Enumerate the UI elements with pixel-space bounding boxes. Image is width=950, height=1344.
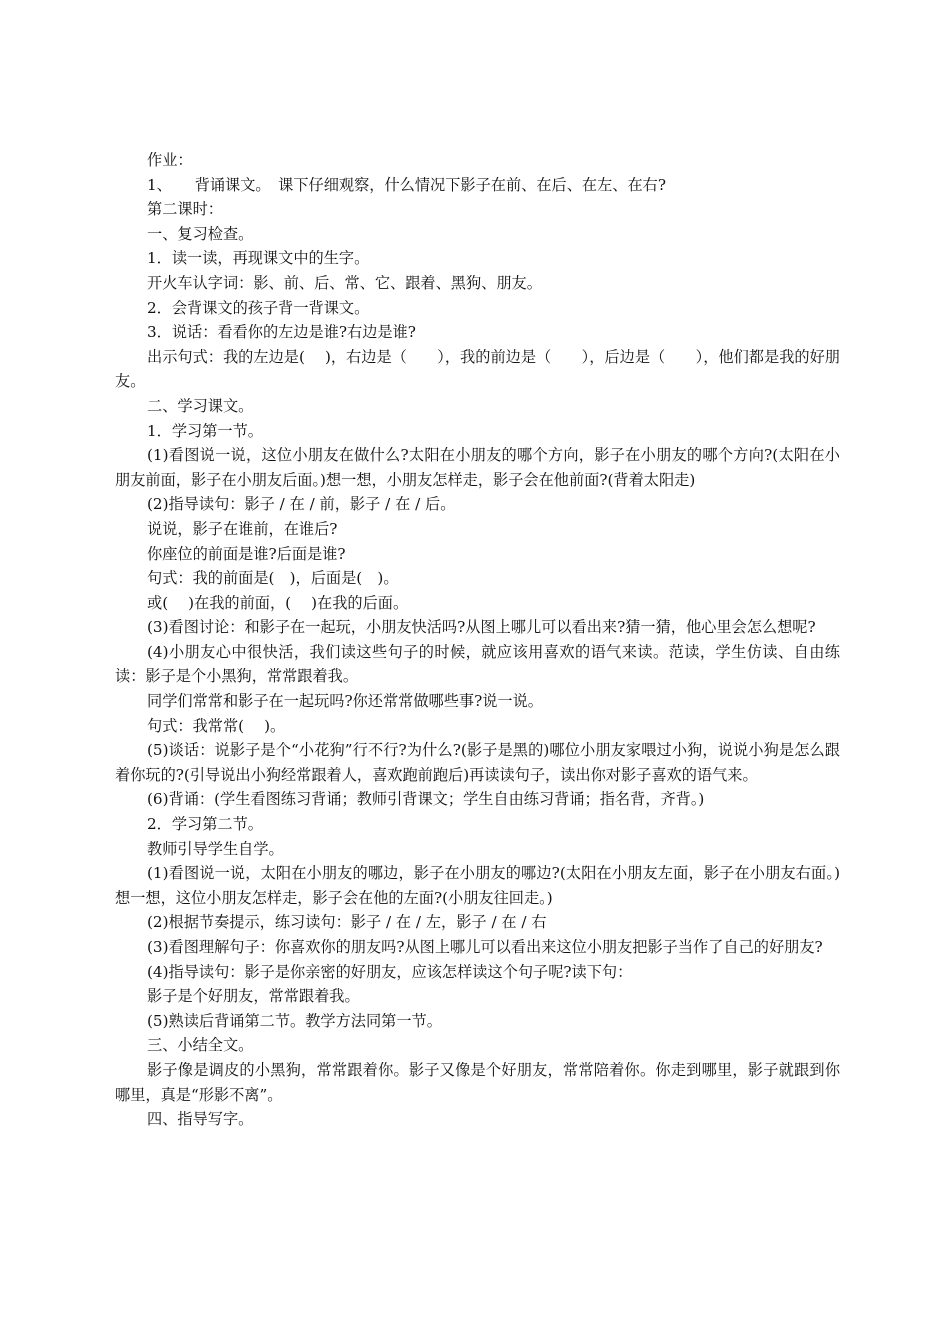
paragraph: 3．说话：看看你的左边是谁?右边是谁? <box>147 323 416 342</box>
paragraph: (2)根据节奏提示，练习读句：影子 / 在 / 左，影子 / 在 / 右 <box>147 913 547 932</box>
paragraph: 影子是个好朋友，常常跟着我。 <box>147 987 360 1006</box>
paragraph: (1)看图说一说，这位小朋友在做什么?太阳在小朋友的哪个方向，影子在小朋友的哪个方向?(太阳在小朋友前面，影子在小朋友后面。)想一想，小朋友怎样走，影子会在他前面?(背着太阳走) <box>115 446 840 489</box>
paragraph-section-study: 二、学习课文。 <box>147 396 254 415</box>
paragraph: 2．学习第二节。 <box>147 815 263 834</box>
paragraph: 1．读一读，再现课文中的生字。 <box>147 249 370 268</box>
paragraph: (6)背诵：(学生看图练习背诵；教师引背课文；学生自由练习背诵；指名背，齐背。) <box>147 790 705 809</box>
paragraph: 同学们常常和影子在一起玩吗?你还常常做哪些事?说一说。 <box>147 692 543 711</box>
paragraph: 开火车认字词：影、前、后、常、它、跟着、黑狗、朋友。 <box>147 273 542 292</box>
paragraph: 句式：我常常( )。 <box>147 716 286 735</box>
paragraph: (5)熟读后背诵第二节。教学方法同第一节。 <box>147 1011 442 1030</box>
paragraph-homework-heading: 作业： <box>147 151 193 169</box>
paragraph-section-summary: 三、小结全文。 <box>147 1036 254 1055</box>
paragraph: 出示句式：我的左边是( )，右边是（ ），我的前边是（ ），后边是（ ），他们都是我的好朋友。 <box>115 347 840 391</box>
paragraph-homework-item: 1、 背诵课文。 课下仔细观察，什么情况下影子在前、在后、在左、在右? <box>147 175 666 194</box>
paragraph: 影子像是调皮的小黑狗，常常跟着你。影子又像是个好朋友，常常陪着你。你走到哪里，影子就跟到你哪里，真是“形影不离”。 <box>115 1060 840 1104</box>
paragraph: (3)看图理解句子：你喜欢你的朋友吗?从图上哪儿可以看出来这位小朋友把影子当作了自己的好朋友? <box>147 938 823 956</box>
paragraph: (5)谈话：说影子是个“小花狗”行不行?为什么?(影子是黑的)哪位小朋友家喂过小狗，说说小狗是怎么跟着你玩的?(引导说出小狗经常跟着人，喜欢跑前跑后)再读读句子，读出你对影子喜欢的语气来。 <box>115 741 840 784</box>
paragraph: 句式：我的前面是( )，后面是( )。 <box>147 569 399 588</box>
paragraph: 你座位的前面是谁?后面是谁? <box>147 544 346 563</box>
paragraph: (2)指导读句：影子 / 在 / 前，影子 / 在 / 后。 <box>147 495 456 514</box>
paragraph: 2．会背课文的孩子背一背课文。 <box>147 298 370 317</box>
paragraph: (1)看图说一说，太阳在小朋友的哪边，影子在小朋友的哪边?(太阳在小朋友左面，影子在小朋友右面。)想一想，这位小朋友怎样走，影子会在他的左面?(小朋友往回走。) <box>115 864 840 907</box>
paragraph-section-writing: 四、指导写字。 <box>147 1110 254 1129</box>
paragraph: (4)指导读句：影子是你亲密的好朋友，应该怎样读这个句子呢?读下句： <box>147 962 633 981</box>
paragraph: 说说，影子在谁前，在谁后? <box>147 519 338 538</box>
paragraph-section-review: 一、复习检查。 <box>147 224 254 243</box>
paragraph: 教师引导学生自学。 <box>147 839 284 858</box>
paragraph: 1．学习第一节。 <box>147 421 263 440</box>
paragraph: (3)看图讨论：和影子在一起玩，小朋友快活吗?从图上哪儿可以看出来?猜一猜，他心里会怎么想呢? <box>147 618 816 637</box>
paragraph: 或( )在我的前面，( )在我的后面。 <box>147 593 409 612</box>
paragraph-second-lesson: 第二课时： <box>147 200 223 219</box>
document-page <box>115 148 840 1132</box>
paragraph: (4)小朋友心中很快活，我们读这些句子的时候，就应该用喜欢的语气来读。范读，学生仿读、自由练读：影子是个小黑狗，常常跟着我。 <box>115 642 840 686</box>
